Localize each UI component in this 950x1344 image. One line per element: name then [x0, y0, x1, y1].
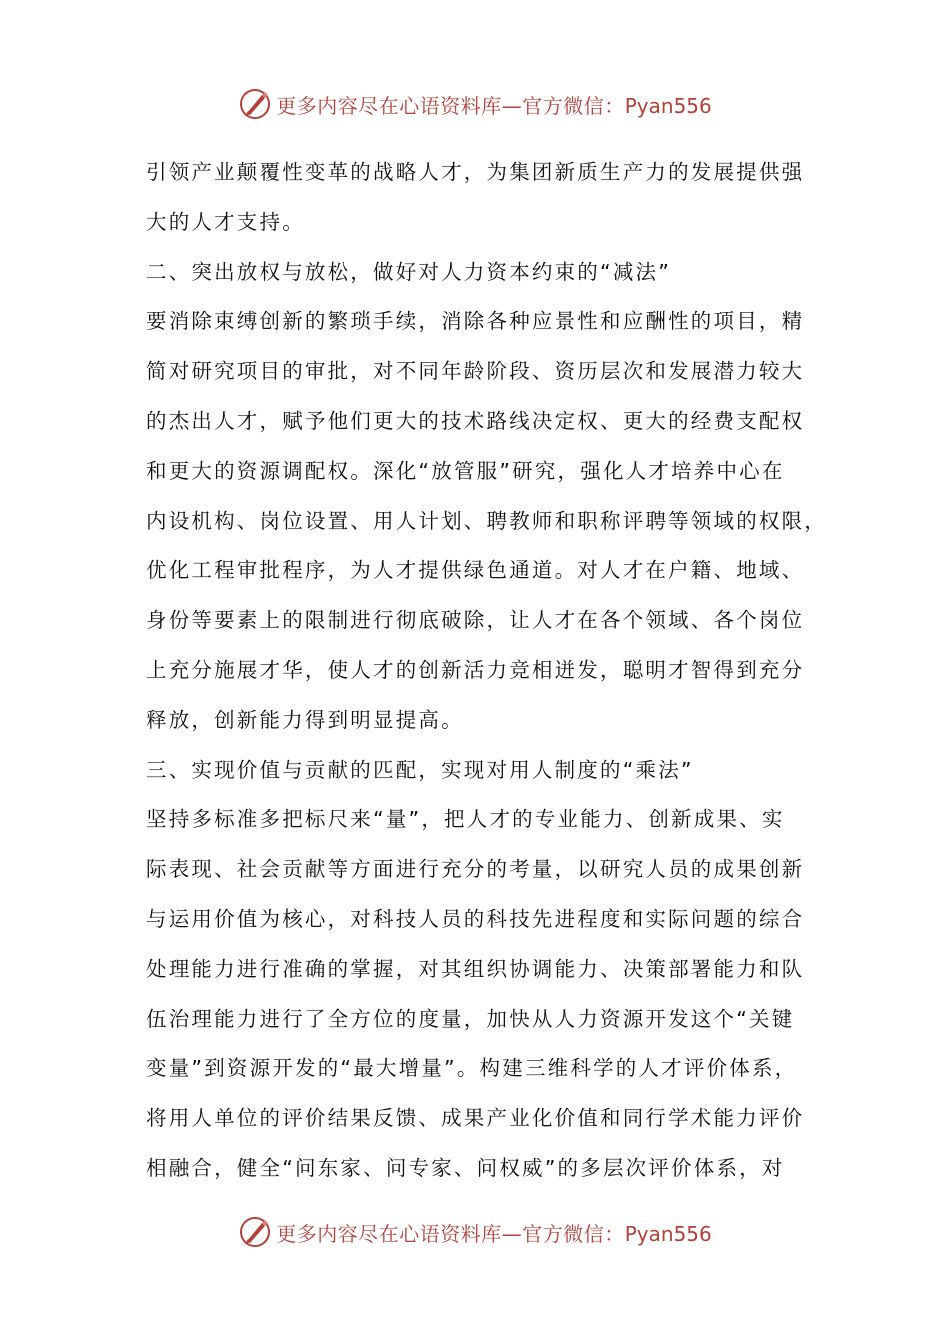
text-line: 要消除束缚创新的繁琐手续，消除各种应景性和应酬性的项目，精 [146, 309, 805, 334]
text-line: 将用人单位的评价结果反馈、成果产业化价值和同行学术能力评价 [146, 1106, 805, 1131]
header-banner-label: 更多内容尽在心语资料库—官方微信： [276, 93, 625, 118]
footer-banner [0, 1212, 950, 1252]
text-line: 和更大的资源调配权。深化“放管服”研究，强化人才培养中心在 [146, 458, 785, 483]
text-line: 与运用价值为核心，对科技人员的科技先进程度和实际问题的综合 [146, 906, 805, 931]
text-line: 优化工程审批程序，为人才提供绿色通道。对人才在户籍、地域、 [146, 558, 805, 583]
text-line: 引领产业颠覆性变革的战略人才，为集团新质生产力的发展提供强 [146, 160, 805, 184]
text-line: 伍治理能力进行了全方位的度量，加快从人力资源开发这个“关键 [146, 1006, 795, 1031]
text-line: 的杰出人才，赋予他们更大的技术路线决定权、更大的经费支配权 [146, 408, 805, 433]
text-line: 三、实现价值与贡献的匹配，实现对用人制度的“乘法” [146, 757, 694, 782]
text-line: 变量”到资源开发的“最大增量”。构建三维科学的人才评价体系， [146, 1056, 798, 1081]
pen-logo-icon [238, 1215, 272, 1249]
text-line: 坚持多标准多把标尺来“量”，把人才的专业能力、创新成果、实 [146, 807, 785, 832]
footer-banner-label: 更多内容尽在心语资料库—官方微信： [276, 1221, 625, 1246]
text-line: 释放，创新能力得到明显提高。 [146, 707, 464, 732]
text-line: 二、突出放权与放松，做好对人力资本约束的“减法” [146, 259, 672, 284]
footer-wechat-id: Pyan556 [624, 1221, 712, 1246]
pen-logo-icon [238, 87, 272, 121]
text-line: 内设机构、岗位设置、用人计划、聘教师和职称评聘等领域的权限， [146, 508, 827, 533]
document-body [146, 148, 827, 1194]
header-banner-text [276, 90, 712, 119]
footer-banner-text [276, 1218, 712, 1247]
text-line: 身份等要素上的限制进行彻底破除，让人才在各个领域、各个岗位 [146, 608, 805, 633]
text-line: 大的人才支持。 [146, 209, 305, 234]
text-line: 际表现、社会贡献等方面进行充分的考量，以研究人员的成果创新 [146, 857, 805, 882]
text-line: 相融合，健全“问东家、问专家、问权威”的多层次评价体系，对 [146, 1155, 785, 1180]
header-banner [0, 84, 950, 124]
header-wechat-id: Pyan556 [624, 93, 712, 118]
text-line: 上充分施展才华，使人才的创新活力竞相迸发，聪明才智得到充分 [146, 657, 805, 682]
text-line: 简对研究项目的审批，对不同年龄阶段、资历层次和发展潜力较大 [146, 359, 805, 384]
text-line: 处理能力进行准确的掌握，对其组织协调能力、决策部署能力和队 [146, 956, 805, 981]
